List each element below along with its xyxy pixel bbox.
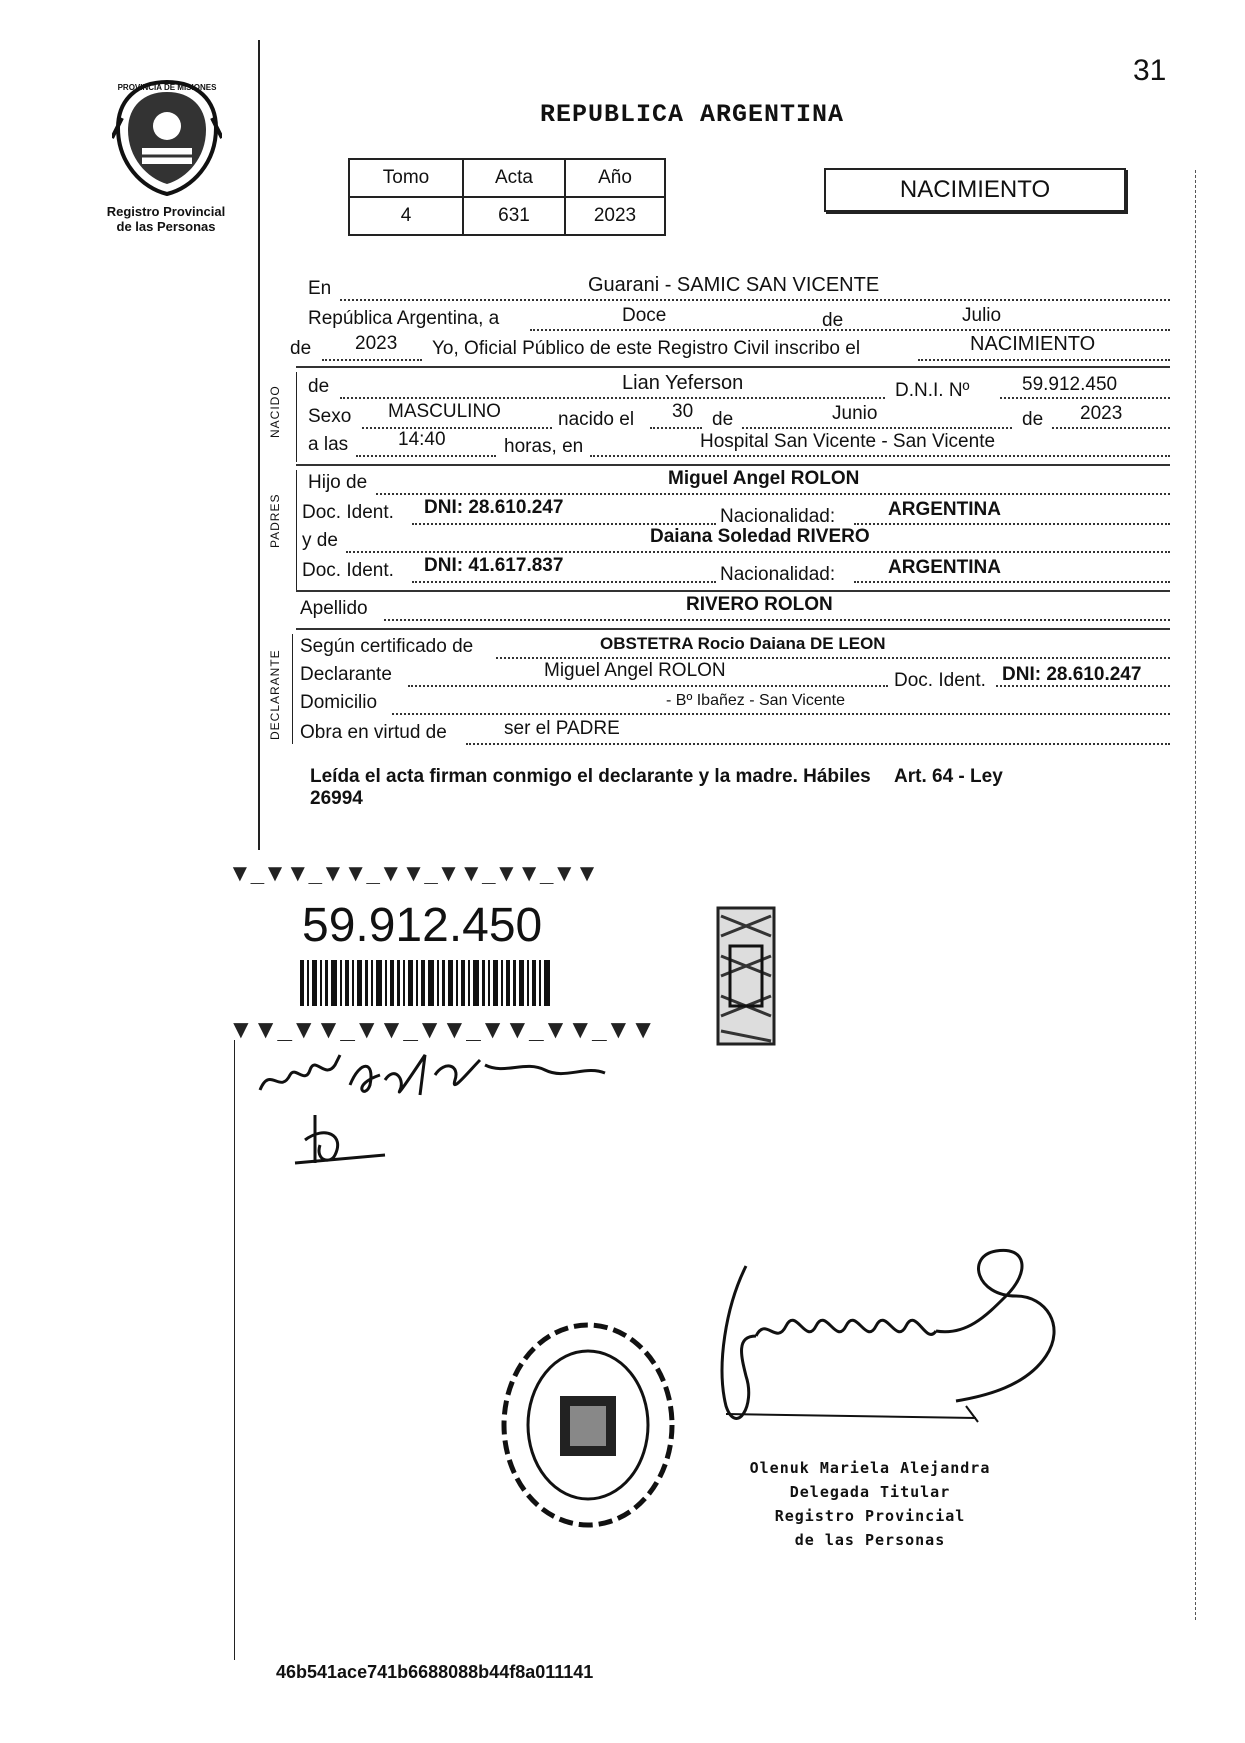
declarant-signature-icon (255, 1045, 675, 1175)
security-stamp-icon (716, 906, 776, 1046)
dotted-line (322, 359, 422, 361)
value-domicilio: - Bº Ibañez - San Vicente (666, 692, 845, 709)
label-obra: Obra en virtud de (300, 722, 447, 743)
value-apellido: RIVERO ROLON (686, 594, 833, 615)
label-de-anio: de (1022, 409, 1044, 430)
label-hijo-de: Hijo de (308, 472, 368, 493)
doc-type-box (824, 168, 1126, 212)
record-table-header: Tomo (349, 159, 463, 197)
label-de-mes: de (822, 310, 844, 331)
section-bar (292, 634, 293, 744)
dotted-line (466, 743, 1170, 745)
value-nac-mes: Junio (832, 403, 878, 424)
label-apellido: Apellido (300, 598, 368, 619)
label-de-year: de (290, 338, 312, 359)
value-certificado: OBSTETRA Rocio Daiana DE LEON (600, 634, 886, 653)
dotted-line (376, 493, 1170, 495)
registry-name (96, 204, 236, 234)
official-org2: de las Personas (794, 1531, 946, 1549)
value-obra: ser el PADRE (504, 718, 620, 739)
right-margin-line (1195, 170, 1196, 1620)
value-padre: Miguel Angel ROLON (668, 468, 860, 489)
record-table-cell-acta: 631 (463, 197, 565, 235)
value-declarante: Miguel Angel ROLON (544, 660, 726, 681)
value-tipo: NACIMIENTO (970, 333, 1096, 355)
label-y-de: y de (302, 530, 338, 551)
dotted-line (650, 427, 702, 429)
official-stamp (740, 1456, 1000, 1552)
dotted-line (362, 427, 552, 429)
official-org1: Registro Provincial (774, 1507, 966, 1525)
section-padres: PADRES (268, 493, 282, 548)
value-padre-doc: DNI: 28.610.247 (424, 497, 564, 518)
value-padre-nac: ARGENTINA (888, 499, 1001, 520)
value-madre-doc: DNI: 41.617.837 (424, 555, 564, 576)
label-doc-ident-declarante: Doc. Ident. (894, 670, 986, 691)
closing-text-body: Leída el acta firman conmigo el declarante y la madre. Hábiles (310, 766, 871, 787)
value-sexo: MASCULINO (388, 401, 501, 422)
left-margin-line-lower (234, 1040, 235, 1660)
dotted-line (918, 359, 1170, 361)
label-de-nombre: de (308, 376, 330, 397)
province-seal-icon (112, 78, 222, 198)
page-number: 31 (1133, 54, 1167, 87)
record-table-cell-tomo: 4 (349, 197, 463, 235)
value-lugar-nac: Hospital San Vicente - San Vicente (700, 431, 996, 452)
value-nac-anio: 2023 (1080, 403, 1123, 424)
official-name: Olenuk Mariela Alejandra (749, 1459, 991, 1477)
dotted-line (412, 523, 716, 525)
value-lugar: Guarani - SAMIC SAN VICENTE (588, 274, 880, 296)
label-a-las: a las (308, 434, 349, 455)
section-nacido: NACIDO (268, 385, 282, 438)
label-en: En (308, 278, 332, 299)
value-hora: 14:40 (398, 429, 446, 450)
label-nacido-el: nacido el (558, 409, 635, 430)
official-signature-icon (666, 1236, 1076, 1456)
record-table-header: Acta (463, 159, 565, 197)
dotted-line (590, 455, 1170, 457)
dotted-line (384, 619, 1170, 621)
label-de-dia: de (712, 409, 734, 430)
left-margin-line (258, 40, 260, 850)
section-bar (296, 372, 297, 462)
label-border-top: ▼_▼▼_▼▼_▼▼_▼▼_▼▼_▼▼ (228, 860, 598, 887)
label-declarante: Declarante (300, 664, 392, 685)
dotted-line (408, 685, 888, 687)
dotted-line (742, 427, 1012, 429)
label-segun: Según certificado de (300, 636, 474, 657)
dotted-line (854, 523, 1170, 525)
dotted-line (854, 581, 1170, 583)
separator-line (296, 464, 1170, 466)
barcode-icon (300, 960, 560, 1006)
label-domicilio: Domicilio (300, 692, 378, 713)
section-bar (296, 470, 297, 590)
label-sexo: Sexo (308, 406, 352, 427)
official-title: Delegada Titular (789, 1483, 951, 1501)
dotted-line (1052, 427, 1170, 429)
value-madre: Daiana Soledad RIVERO (650, 526, 870, 547)
registry-name-line1: Registro Provincial (106, 204, 226, 219)
dotted-line (530, 329, 1170, 331)
value-declarante-doc: DNI: 28.610.247 (1002, 664, 1142, 685)
value-madre-nac: ARGENTINA (888, 557, 1001, 578)
closing-text (310, 766, 1180, 810)
document-hash: 46b541ace741b6688088b44f8a011141 (276, 1662, 594, 1682)
separator-line (296, 628, 1170, 630)
official-seal-icon (498, 1320, 678, 1530)
dotted-line (340, 397, 885, 399)
label-dni: D.N.I. Nº (895, 380, 970, 401)
dotted-line (412, 581, 716, 583)
label-nacionalidad-madre: Nacionalidad: (720, 564, 836, 585)
label-doc-ident-padre: Doc. Ident. (302, 502, 394, 523)
value-dni: 59.912.450 (1022, 374, 1118, 395)
value-dia: Doce (622, 305, 667, 326)
record-table-header: Año (565, 159, 665, 197)
label-republica: República Argentina, a (308, 308, 500, 329)
value-nombre: Lian Yeferson (622, 372, 744, 394)
closing-text-ref: Art. 64 - Ley (894, 766, 1003, 787)
dotted-line (356, 455, 496, 457)
closing-text-ref2: 26994 (310, 788, 363, 809)
registry-name-line2: de las Personas (116, 219, 216, 234)
label-border-bottom: ▼▼_▼▼_▼▼_▼▼_▼▼_▼▼_▼▼ (228, 1014, 656, 1044)
dotted-line (340, 299, 1170, 301)
label-nacionalidad-padre: Nacionalidad: (720, 506, 836, 527)
id-label-number: 59.912.450 (302, 899, 543, 952)
label-inscribo: Yo, Oficial Público de este Registro Civil inscribo el (432, 338, 861, 359)
separator-line (296, 366, 1170, 368)
document-title: REPUBLICA ARGENTINA (540, 100, 845, 129)
dotted-line (1000, 397, 1170, 399)
dotted-line (346, 551, 1170, 553)
value-nac-dia: 30 (672, 401, 694, 422)
label-doc-ident-madre: Doc. Ident. (302, 560, 394, 581)
doc-type-label: NACIMIENTO (899, 176, 1051, 203)
value-mes: Julio (962, 305, 1002, 326)
separator-line (296, 590, 1170, 592)
label-horas-en: horas, en (504, 436, 584, 457)
record-table-cell-anio: 2023 (565, 197, 665, 235)
section-declarante: DECLARANTE (268, 649, 282, 740)
value-anio: 2023 (355, 333, 398, 354)
dotted-line (392, 713, 1170, 715)
dotted-line (496, 657, 1170, 659)
svg-text:PROVINCIA DE MISIONES: PROVINCIA DE MISIONES (117, 83, 217, 92)
record-table (348, 158, 666, 236)
